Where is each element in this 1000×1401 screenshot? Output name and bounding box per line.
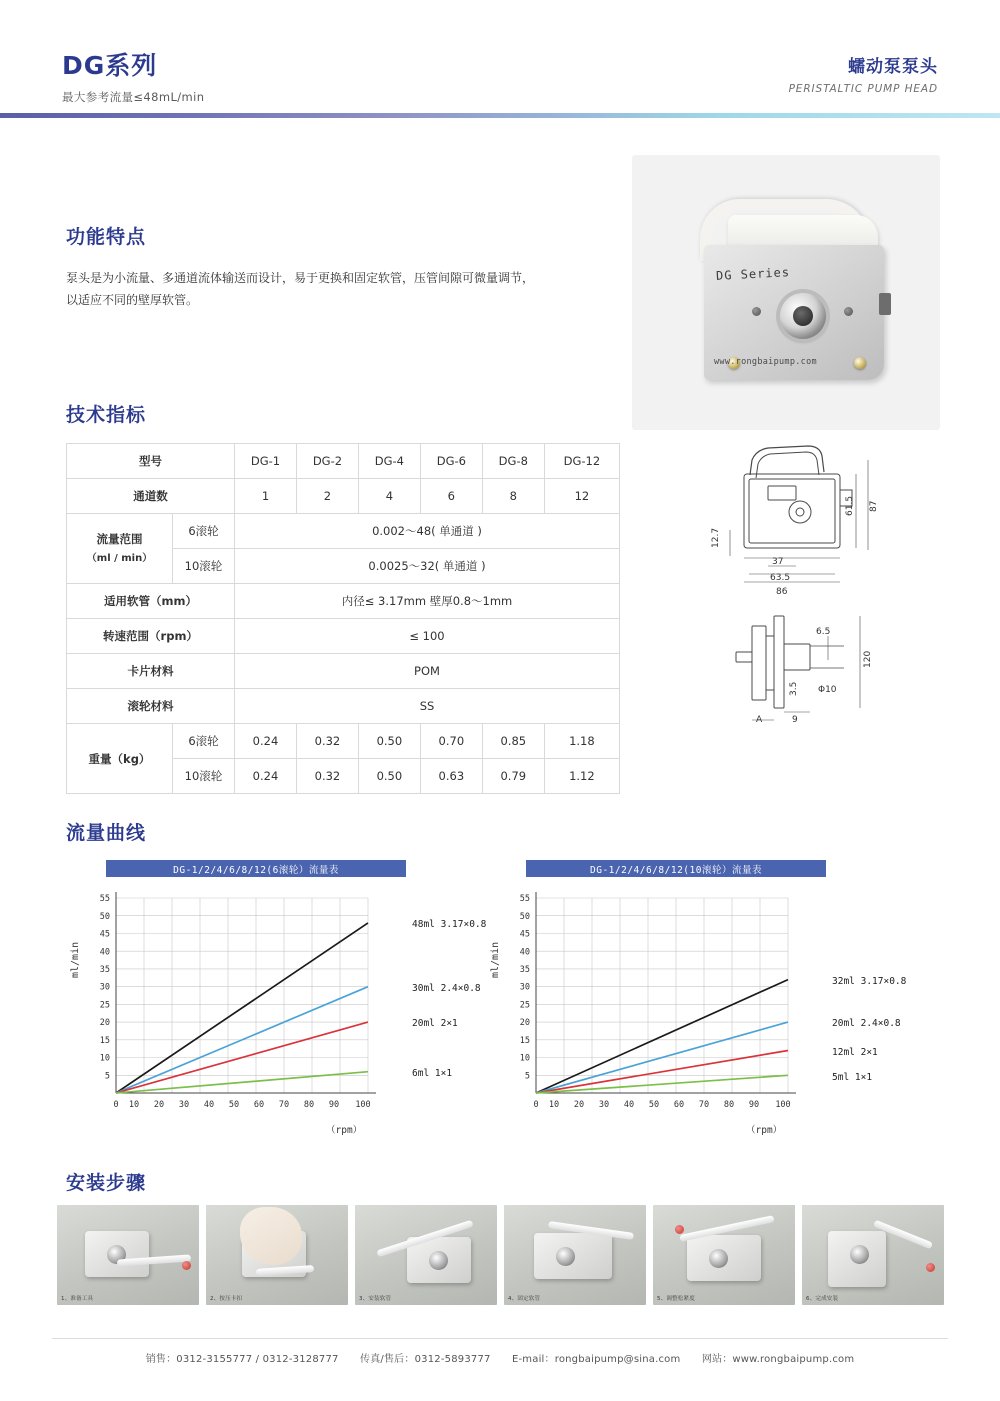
header-divider (0, 113, 1000, 118)
svg-text:20: 20 (153, 1100, 165, 1110)
flow-title: 流量曲线 (66, 822, 147, 844)
features-title: 功能特点 (66, 226, 147, 248)
spec-title: 技术指标 (66, 404, 147, 426)
step-caption: 6、完成安装 (806, 1296, 839, 1302)
chart-6-rollers (70, 860, 496, 1150)
spec-flow-label (67, 514, 173, 584)
svg-text:25: 25 (519, 1000, 530, 1011)
spec-weight10-6: 0.63 (420, 759, 482, 794)
dim-6-5: 6.5 (816, 627, 831, 637)
step-caption: 5、调整松紧度 (657, 1296, 695, 1302)
spec-weight6-6: 0.70 (420, 724, 482, 759)
svg-text:60: 60 (673, 1100, 685, 1110)
svg-text:30: 30 (178, 1100, 190, 1110)
spec-tube-label: 适用软管（mm） (67, 584, 235, 619)
svg-text:20: 20 (573, 1100, 585, 1110)
product-title-en: PERISTALTIC PUMP HEAD (788, 83, 938, 95)
table-row (67, 654, 620, 689)
spec-flow-roller10-label: 10滚轮 (173, 549, 235, 584)
spec-channels-1: 1 (235, 479, 297, 514)
spec-model-1: DG-1 (235, 444, 297, 479)
spec-flow-roller6-value: 0.002～48( 单通道 ) (235, 514, 620, 549)
dim-120: 120 (863, 650, 873, 668)
install-steps (57, 1205, 947, 1310)
spec-model-8: DG-8 (482, 444, 544, 479)
spec-model-2: DG-2 (296, 444, 358, 479)
svg-text:80: 80 (303, 1100, 315, 1110)
chart-10-series-1-label: 32ml 3.17×0.8 (832, 976, 907, 987)
svg-text:15: 15 (99, 1035, 110, 1046)
svg-text:80: 80 (723, 1100, 735, 1110)
page-header (0, 0, 1000, 118)
spec-tube-value: 内径≤ 3.17mm 壁厚0.8～1mm (235, 584, 620, 619)
footer-divider (52, 1338, 948, 1339)
svg-text:45: 45 (519, 929, 530, 940)
step-tube-tip (182, 1261, 191, 1270)
pump-series-label: DG Series (715, 265, 791, 283)
chart-10-series-4-label: 5ml 1×1 (832, 1072, 873, 1083)
header-left (62, 46, 204, 105)
spec-weight10-1: 0.24 (235, 759, 297, 794)
dimension-drawings (700, 430, 960, 790)
spec-model-label: 型号 (67, 444, 235, 479)
svg-text:60: 60 (253, 1100, 265, 1110)
spec-flow-roller6-label: 6滚轮 (173, 514, 235, 549)
svg-text:15: 15 (519, 1035, 530, 1046)
spec-card-value: POM (235, 654, 620, 689)
dim-86: 86 (776, 587, 788, 597)
footer-fax: 传真/售后：0312-5893777 (360, 1354, 491, 1365)
footer-email[interactable]: E-mail：rongbaipump@sina.com (511, 1354, 681, 1365)
svg-text:40: 40 (519, 947, 530, 958)
spec-weight6-1: 0.24 (235, 724, 297, 759)
svg-text:70: 70 (278, 1100, 290, 1110)
svg-text:100: 100 (355, 1100, 371, 1110)
svg-text:50: 50 (99, 912, 110, 922)
features-body: 泵头是为小流量、多通道流体输送而设计，易于更换和固定软管，压管间隙可微量调节，以适应不同的壁厚软管。 (66, 271, 535, 307)
svg-text:35: 35 (99, 965, 110, 975)
spec-weight6-4: 0.50 (358, 724, 420, 759)
spec-channels-12: 12 (544, 479, 619, 514)
dim-63-5: 63.5 (770, 573, 791, 583)
install-step-4 (504, 1205, 646, 1305)
spec-weight10-2: 0.32 (296, 759, 358, 794)
header-right (789, 52, 938, 95)
spec-flow-unit: （ml / min） (86, 552, 153, 564)
dim-87: 87 (869, 500, 879, 512)
product-title-cn: 蠕动泵泵头 (848, 57, 938, 77)
svg-text:30: 30 (519, 982, 530, 993)
spec-speed-value: ≤ 100 (235, 619, 620, 654)
chart-10-series-2-label: 20ml 2.4×0.8 (832, 1018, 901, 1029)
dim-3-5: 3.5 (789, 681, 799, 696)
chart-6-xlabel: （rpm） (326, 1125, 363, 1136)
spec-flow-label-text: 流量范围 (96, 531, 143, 546)
svg-text:40: 40 (99, 947, 110, 958)
svg-text:55: 55 (99, 894, 110, 904)
spec-weight-label: 重量（kg） (67, 724, 173, 794)
chart-10-xlabel: （rpm） (746, 1125, 783, 1136)
spec-channels-8: 8 (482, 479, 544, 514)
step-caption: 2、按压卡扣 (210, 1296, 243, 1302)
spec-weight-roller6-label: 6滚轮 (173, 724, 235, 759)
svg-text:90: 90 (328, 1100, 340, 1110)
svg-text:20: 20 (519, 1018, 530, 1029)
spec-channels-4: 4 (358, 479, 420, 514)
svg-text:5: 5 (524, 1071, 530, 1082)
spec-weight6-8: 0.85 (482, 724, 544, 759)
svg-text:0: 0 (113, 1100, 119, 1110)
spec-table (66, 443, 620, 794)
series-title: DG系列 (62, 51, 158, 80)
svg-text:50: 50 (519, 912, 530, 922)
svg-text:10: 10 (99, 1053, 110, 1064)
step-pump (534, 1233, 612, 1279)
spec-rollermat-value: SS (235, 689, 620, 724)
svg-text:5: 5 (104, 1071, 110, 1082)
page-footer (0, 1350, 1000, 1365)
svg-text:50: 50 (228, 1100, 240, 1110)
chart-10-rollers (490, 860, 916, 1150)
chart-10-plot (496, 878, 916, 1138)
svg-text:10: 10 (548, 1100, 560, 1110)
spec-flow-roller10-value: 0.0025～32( 单通道 ) (235, 549, 620, 584)
spec-weight10-4: 0.50 (358, 759, 420, 794)
table-row (67, 479, 620, 514)
svg-text:30: 30 (99, 982, 110, 993)
chart-6-plot (76, 878, 496, 1138)
install-step-1 (57, 1205, 199, 1305)
dim-9: 9 (792, 715, 798, 725)
pump-illustration (684, 203, 894, 388)
table-row (67, 444, 620, 479)
step-pump-hub (429, 1251, 448, 1270)
spec-rollermat-label: 滚轮材料 (67, 689, 235, 724)
svg-text:10: 10 (519, 1053, 530, 1064)
table-row (67, 619, 620, 654)
flow-charts (66, 860, 936, 1150)
pump-pin-left (752, 307, 761, 316)
svg-text:90: 90 (748, 1100, 760, 1110)
footer-web[interactable]: 网站：www.rongbaipump.com (701, 1354, 855, 1365)
svg-text:35: 35 (519, 965, 530, 975)
spec-weight-roller10-label: 10滚轮 (173, 759, 235, 794)
spec-weight10-8: 0.79 (482, 759, 544, 794)
series-48ml (116, 923, 368, 1093)
install-step-2 (206, 1205, 348, 1305)
svg-text:55: 55 (519, 894, 530, 904)
table-row (67, 514, 620, 549)
step-pump-hub (709, 1249, 728, 1268)
step-pump (85, 1231, 149, 1277)
dim-12-7: 12.7 (711, 527, 721, 548)
step-pump-hub (850, 1245, 869, 1264)
chart-10-title: DG-1/2/4/6/8/12(10滚轮）流量表 (526, 860, 826, 877)
step-tube-tip (926, 1263, 935, 1272)
product-photo (632, 155, 940, 430)
pump-screw-right (854, 357, 866, 369)
step-caption: 3、安装软管 (359, 1296, 392, 1302)
spec-channels-6: 6 (420, 479, 482, 514)
install-title: 安装步骤 (66, 1172, 147, 1194)
spec-weight6-2: 0.32 (296, 724, 358, 759)
footer-sales: 销售：0312-3155777 / 0312-3128777 (145, 1354, 339, 1365)
chart-10-ylabel: ml/min (490, 941, 501, 978)
spec-model-4: DG-4 (358, 444, 420, 479)
series-32ml (536, 980, 788, 1093)
svg-text:20: 20 (99, 1018, 110, 1029)
series-5ml (536, 1075, 788, 1093)
dim-phi10: Φ10 (818, 685, 837, 695)
chart-6-series-1-label: 48ml 3.17×0.8 (412, 919, 487, 930)
svg-text:40: 40 (203, 1100, 215, 1110)
step-pump (687, 1235, 761, 1281)
spec-channels-2: 2 (296, 479, 358, 514)
step-pump-hub (556, 1247, 575, 1266)
dim-a: A (756, 715, 763, 725)
svg-text:25: 25 (99, 1000, 110, 1011)
spec-model-6: DG-6 (420, 444, 482, 479)
chart-6-series-3-label: 20ml 2×1 (412, 1018, 458, 1029)
pump-rotor-hub (780, 293, 826, 339)
dim-37: 37 (772, 557, 784, 567)
spec-card-label: 卡片材料 (67, 654, 235, 689)
chart-6-ylabel: ml/min (70, 941, 81, 978)
install-step-5 (653, 1205, 795, 1305)
step-caption: 4、固定软管 (508, 1296, 541, 1302)
step-tube-tip (675, 1225, 684, 1234)
svg-text:45: 45 (99, 929, 110, 940)
step-pump (828, 1231, 886, 1287)
spec-speed-label: 转速范围（rpm） (67, 619, 235, 654)
features-section (66, 222, 536, 311)
pump-website-label: www.rongbaipump.com (714, 357, 817, 367)
svg-text:10: 10 (128, 1100, 140, 1110)
drawing-svg (700, 430, 960, 790)
svg-text:40: 40 (623, 1100, 635, 1110)
svg-text:70: 70 (698, 1100, 710, 1110)
pump-pin-right (844, 307, 853, 316)
install-step-6 (802, 1205, 944, 1305)
spec-weight6-12: 1.18 (544, 724, 619, 759)
svg-text:50: 50 (648, 1100, 660, 1110)
table-row (67, 689, 620, 724)
spec-model-12: DG-12 (544, 444, 619, 479)
series-subtitle: 最大参考流量≤48mL/min (62, 90, 205, 104)
chart-6-title: DG-1/2/4/6/8/12(6滚轮）流量表 (106, 860, 406, 877)
dim-61-5: 61.5 (845, 495, 855, 516)
chart-10-series-3-label: 12ml 2×1 (832, 1047, 878, 1058)
spec-channels-label: 通道数 (67, 479, 235, 514)
install-step-3 (355, 1205, 497, 1305)
svg-text:100: 100 (775, 1100, 791, 1110)
step-caption: 1、准备工具 (61, 1296, 94, 1302)
svg-text:30: 30 (598, 1100, 610, 1110)
spec-weight10-12: 1.12 (544, 759, 619, 794)
chart-6-series-2-label: 30ml 2.4×0.8 (412, 983, 481, 994)
chart-6-series-4-label: 6ml 1×1 (412, 1068, 453, 1079)
table-row (67, 584, 620, 619)
svg-text:0: 0 (533, 1100, 539, 1110)
table-row (67, 724, 620, 759)
